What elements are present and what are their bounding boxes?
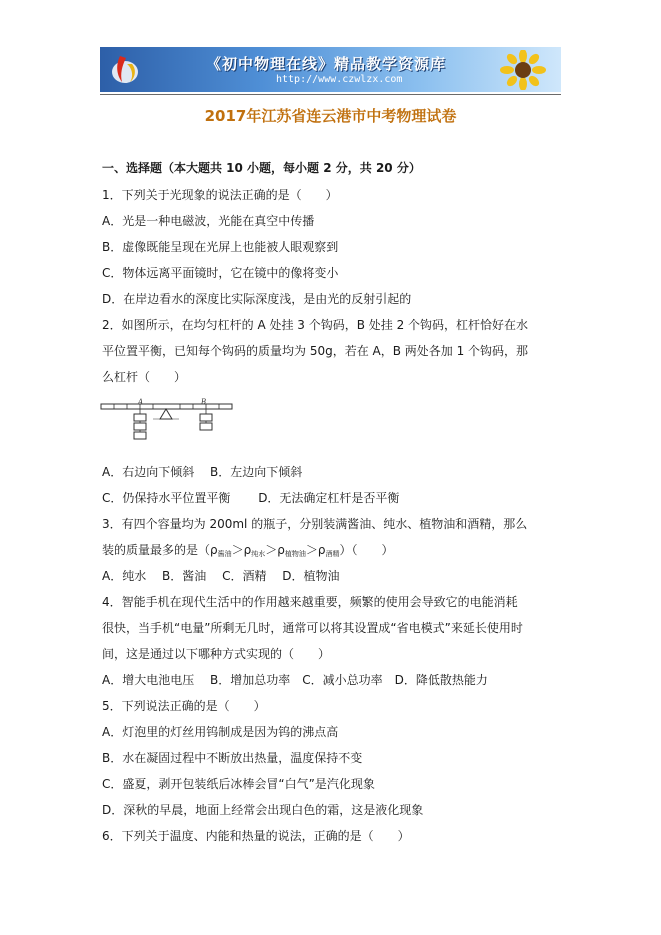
q3-sub-alcohol: 酒精 xyxy=(325,550,340,558)
question-1-option-b: B．虚像既能呈现在光屏上也能被人眼观察到 xyxy=(102,240,339,254)
question-4-options: A．增大电池电压 B．增加总功率 C．减小总功率 D．降低散热能力 xyxy=(102,673,488,687)
sunflower-icon xyxy=(499,50,547,90)
question-1-option-a: A．光是一种电磁波，光能在真空中传播 xyxy=(102,214,315,228)
logo-icon xyxy=(110,52,140,86)
question-3-stem-line1: 3．有四个容量均为 200ml 的瓶子，分别装满酱油、纯水、植物油和酒精，那么 xyxy=(102,517,528,531)
page-title: 2017年江苏省连云港市中考物理试卷 xyxy=(204,107,457,125)
question-3-stem-line2 xyxy=(102,543,394,561)
q3-post: ）（ ） xyxy=(339,543,394,557)
question-1-option-d: D．在岸边看水的深度比实际深度浅，是由光的反射引起的 xyxy=(102,292,412,306)
banner-url[interactable]: http://www.czwlzx.com xyxy=(276,74,403,85)
question-2-stem-line3: 么杠杆（ ） xyxy=(102,370,187,384)
question-4-stem-line1: 4．智能手机在现代生活中的作用越来越重要，频繁的使用会导致它的电能消耗 xyxy=(102,595,518,609)
lever-label-b: B xyxy=(201,398,207,406)
question-2-options-ab: A．右边向下倾斜 B．左边向下倾斜 xyxy=(102,465,303,479)
question-5-option-d: D．深秋的早晨，地面上经常会出现白色的霜，这是液化现象 xyxy=(102,803,424,817)
question-2-stem-line1: 2．如图所示，在均匀杠杆的 A 处挂 3 个钩码，B 处挂 2 个钩码，杠杆恰好在水 xyxy=(102,318,529,332)
section-heading: 一、选择题（本大题共 10 小题，每小题 2 分，共 20 分） xyxy=(102,161,421,175)
question-4-stem-line2: 很快，当手机“电量”所剩无几时，通常可以将其设置成“省电模式”来延长使用时 xyxy=(102,621,523,635)
question-3-options: A．纯水 B．酱油 C．酒精 D．植物油 xyxy=(102,569,340,583)
q3-pre: 装的质量最多的是（ρ xyxy=(102,543,218,557)
q3-gt2: ＞ρ xyxy=(265,543,285,557)
question-5-option-a: A．灯泡里的灯丝用钨制成是因为钨的沸点高 xyxy=(102,725,339,739)
header-banner xyxy=(100,47,561,92)
question-5-option-b: B．水在凝固过程中不断放出热量，温度保持不变 xyxy=(102,751,363,765)
question-5-stem: 5．下列说法正确的是（ ） xyxy=(102,699,266,713)
q3-gt1: ＞ρ xyxy=(231,543,252,557)
question-5-option-c: C．盛夏，剥开包装纸后冰棒会冒“白气”是汽化现象 xyxy=(102,777,375,791)
question-1-stem: 1．下列关于光现象的说法正确的是（ ） xyxy=(102,188,338,202)
question-4-stem-line3: 间，这是通过以下哪种方式实现的（ ） xyxy=(102,647,331,661)
q3-sub-water: 纯水 xyxy=(251,550,266,558)
banner-title: 《初中物理在线》精品教学资源库 xyxy=(206,55,447,73)
q3-sub-veg-oil: 植物油 xyxy=(284,550,306,558)
lever-diagram xyxy=(100,397,233,449)
question-1-option-c: C．物体远离平面镜时，它在镜中的像将变小 xyxy=(102,266,339,280)
q3-gt3: ＞ρ xyxy=(305,543,326,557)
question-2-stem-line2: 平位置平衡，已知每个钩码的质量均为 50g，若在 A，B 两处各加 1 个钩码，那 xyxy=(102,344,529,358)
lever-label-a: A xyxy=(138,398,144,406)
question-2-options-cd: C．仍保持水平位置平衡 D．无法确定杠杆是否平衡 xyxy=(102,491,400,505)
banner-divider xyxy=(100,94,561,95)
question-6-stem: 6．下列关于温度、内能和热量的说法，正确的是（ ） xyxy=(102,829,410,843)
q3-sub-soy: 酱油 xyxy=(217,550,232,558)
